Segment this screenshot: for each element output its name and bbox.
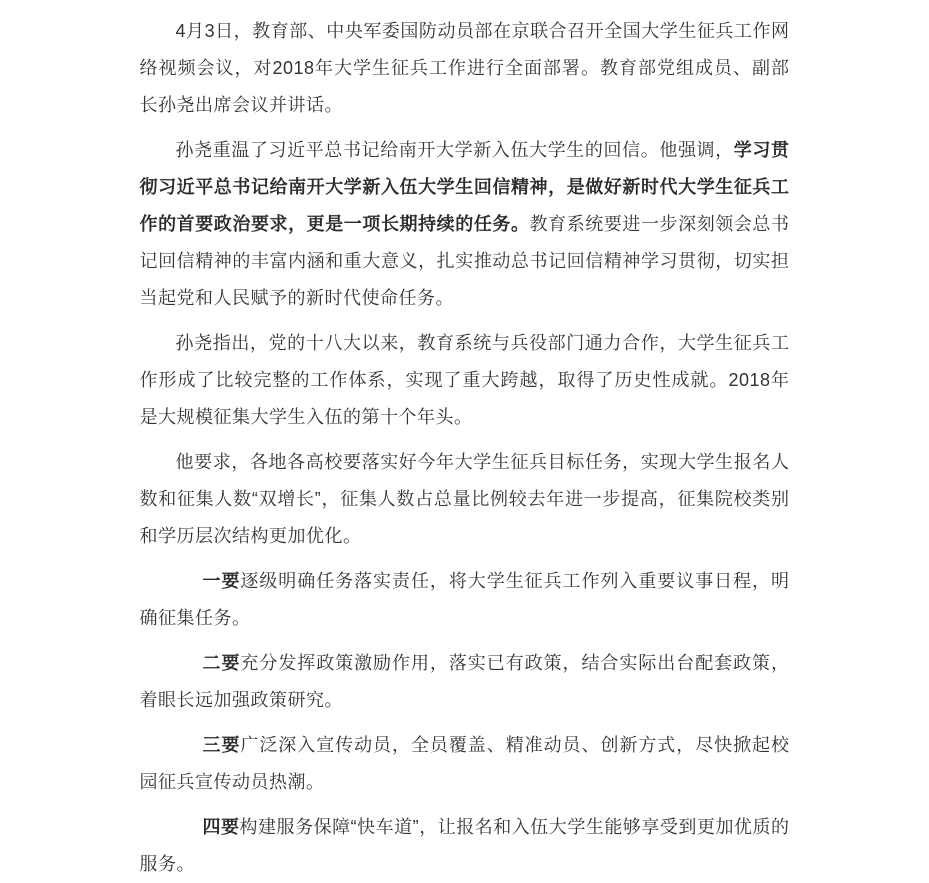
bold-text-run: 学习贯彻习近平总书记给南开大学新入伍大学生回信精神，是做好新时代大学生征兵工作的首要政治要求，更是一项长期持续的任务。 (139, 140, 790, 234)
paragraph (140, 325, 790, 436)
bold-text-run: 四要 (202, 817, 240, 837)
paragraph (140, 809, 790, 883)
paragraph (140, 444, 790, 555)
text-run: 构建服务保障“快车道”，让报名和入伍大学生能够享受到更加优质的服务。 (139, 817, 790, 874)
paragraph (140, 727, 790, 801)
bold-text-run: 一要 (202, 571, 241, 591)
bold-text-run: 三要 (202, 735, 241, 755)
text-run: 教育系统要进一步深刻领会总书记回信精神的丰富内涵和重大意义，扎实推动总书记回信精神学习贯彻，切实担当起党和人民赋予的新时代使命任务。 (139, 214, 790, 308)
paragraph (140, 13, 790, 124)
text-run: 孙尧指出，党的十八大以来，教育系统与兵役部门通力合作，大学生征兵工作形成了比较完整的工作体系，实现了重大跨越，取得了历史性成就。2018年是大规模征集大学生入伍的第十个年头。 (139, 333, 790, 427)
paragraph (140, 563, 790, 637)
article-page (140, 0, 790, 883)
text-run: 充分发挥政策激励作用，落实已有政策，结合实际出台配套政策，着眼长远加强政策研究。 (139, 653, 790, 710)
text-run: 孙尧重温了习近平总书记给南开大学新入伍大学生的回信。他强调， (175, 140, 734, 160)
text-run: 逐级明确任务落实责任，将大学生征兵工作列入重要议事日程，明确征集任务。 (139, 571, 790, 628)
bold-text-run: 二要 (202, 653, 241, 673)
text-run: 他要求，各地各高校要落实好今年大学生征兵目标任务，实现大学生报名人数和征集人数“双增长”，征集人数占总量比例较去年进一步提高，征集院校类别和学历层次结构更加优化。 (139, 452, 790, 546)
text-run: 4月3日，教育部、中央军委国防动员部在京联合召开全国大学生征兵工作网络视频会议，对2018年大学生征兵工作进行全面部署。教育部党组成员、副部长孙尧出席会议并讲话。 (139, 21, 790, 115)
paragraph (140, 645, 790, 719)
text-run: 广泛深入宣传动员，全员覆盖、精准动员、创新方式，尽快掀起校园征兵宣传动员热潮。 (139, 735, 790, 792)
paragraph (140, 132, 790, 317)
